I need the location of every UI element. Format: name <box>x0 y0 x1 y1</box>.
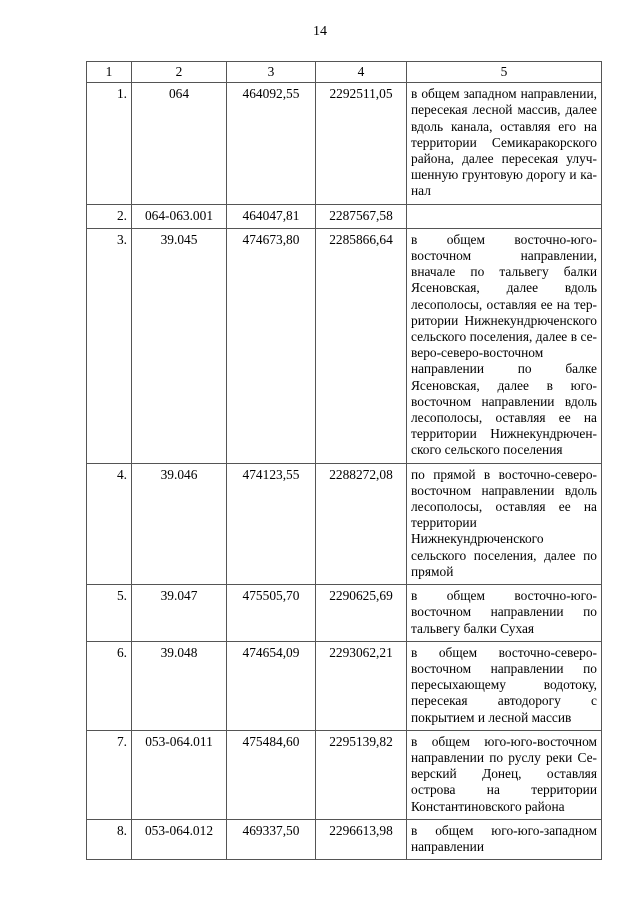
table-row <box>87 463 602 584</box>
row-number: 2. <box>87 204 132 228</box>
header-col-3: 3 <box>227 62 316 83</box>
coordinate-x: 464092,55 <box>227 83 316 204</box>
table-row <box>87 641 602 730</box>
boundary-description: в общем восточно-юго-восточном направлении по тальвегу балки Сухая <box>407 585 602 642</box>
coordinate-x: 474123,55 <box>227 463 316 584</box>
table-row <box>87 730 602 819</box>
boundary-points-table <box>86 61 602 860</box>
boundary-description: в общем западном направлении, пересекая лесной массив, далее вдоль канала, оставляя его на территории Семикаракорского района, далее пересекая улучшенную грунтовую дорогу и канал <box>407 83 602 204</box>
boundary-description: в общем восточно-юго-восточном направлении, вначале по тальвегу балки Ясеновская, далее вдоль лесополосы, оставляя ее на территории Нижнекундрюченского сельского поселения, далее в северо-северо-восточном направлении по балке Ясеновская, далее в юго-восточном направлении вдоль лесополосы, оставляя ее на территории Нижнекундрюченского сельского поселения <box>407 228 602 463</box>
table-row <box>87 83 602 204</box>
boundary-description: по прямой в восточно-северовосточном направлении вдоль лесополосы, оставляя ее на территории Нижнекундрюченского сельского поселения, далее по прямой <box>407 463 602 584</box>
point-id: 064 <box>132 83 227 204</box>
coordinate-y: 2285866,64 <box>316 228 407 463</box>
row-number: 4. <box>87 463 132 584</box>
row-number: 3. <box>87 228 132 463</box>
boundary-description: в общем юго-юго-западном направлении <box>407 819 602 859</box>
coordinate-y: 2288272,08 <box>316 463 407 584</box>
header-col-5: 5 <box>407 62 602 83</box>
point-id: 39.045 <box>132 228 227 463</box>
boundary-description: в общем восточно-северо-восточном направлении по пересыхающему водотоку, пересекая автодорогу с покрытием и лесной массив <box>407 641 602 730</box>
coordinate-x: 475484,60 <box>227 730 316 819</box>
row-number: 8. <box>87 819 132 859</box>
coordinate-x: 474654,09 <box>227 641 316 730</box>
coordinate-x: 474673,80 <box>227 228 316 463</box>
point-id: 064-063.001 <box>132 204 227 228</box>
header-col-1: 1 <box>87 62 132 83</box>
row-number: 6. <box>87 641 132 730</box>
table-header-row <box>87 62 602 83</box>
table-row <box>87 228 602 463</box>
coordinate-y: 2295139,82 <box>316 730 407 819</box>
coordinate-x: 475505,70 <box>227 585 316 642</box>
point-id: 39.047 <box>132 585 227 642</box>
header-col-4: 4 <box>316 62 407 83</box>
boundary-description: в общем юго-юго-восточном направлении по руслу реки Северский Донец, оставляя острова на территории Константиновского района <box>407 730 602 819</box>
coordinate-y: 2287567,58 <box>316 204 407 228</box>
coordinate-y: 2292511,05 <box>316 83 407 204</box>
table-row <box>87 585 602 642</box>
coordinate-y: 2293062,21 <box>316 641 407 730</box>
point-id: 39.048 <box>132 641 227 730</box>
coordinate-y: 2290625,69 <box>316 585 407 642</box>
point-id: 39.046 <box>132 463 227 584</box>
point-id: 053-064.011 <box>132 730 227 819</box>
coordinate-x: 469337,50 <box>227 819 316 859</box>
row-number: 5. <box>87 585 132 642</box>
table-row <box>87 819 602 859</box>
header-col-2: 2 <box>132 62 227 83</box>
table-row <box>87 204 602 228</box>
page-number: 14 <box>313 24 327 39</box>
row-number: 1. <box>87 83 132 204</box>
point-id: 053-064.012 <box>132 819 227 859</box>
row-number: 7. <box>87 730 132 819</box>
coordinate-x: 464047,81 <box>227 204 316 228</box>
boundary-description <box>407 204 602 228</box>
coordinate-y: 2296613,98 <box>316 819 407 859</box>
